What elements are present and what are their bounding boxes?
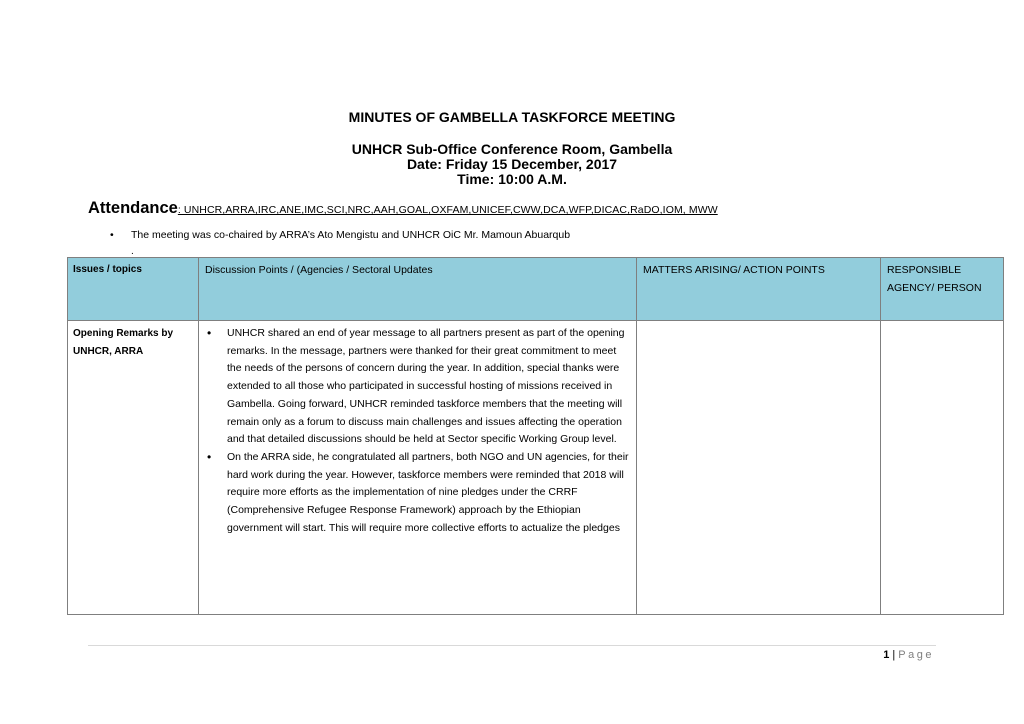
attendance-line — [88, 199, 718, 218]
header-action-points: MATTERS ARISING/ ACTION POINTS — [637, 258, 881, 321]
document-title: MINUTES OF GAMBELLA TASKFORCE MEETING — [348, 109, 676, 125]
topic-text: Opening Remarks by UNHCR, ARRA — [73, 328, 174, 357]
discussion-point: • UNHCR shared an end of year message to all partners present as part of the opening remarks. In the message, partners were thanked for their great commitment to meet the needs of the persons of concern during the year. In addition, special thanks were extended to all those who participated in successful hosting of missions received in Gambella. Going forward, UNHCR reminded taskforce members that the meeting will remain only as a forum to discuss main challenges and issues affecting the operation and that detailed discussions should be held at Sector specific Working Group level. — [199, 325, 636, 449]
header-responsible: RESPONSIBLE AGENCY/ PERSON — [881, 258, 1004, 321]
action-points-cell — [637, 321, 881, 615]
footer-divider — [88, 645, 936, 646]
header-issues-topics: Issues / topics — [68, 258, 199, 321]
meeting-venue: UNHCR Sub-Office Conference Room, Gambella — [351, 141, 673, 157]
page-number: 1 — [883, 649, 890, 661]
discussion-cell — [199, 321, 637, 615]
meeting-date: Date: Friday 15 December, 2017 — [406, 156, 618, 172]
discussion-point: • On the ARRA side, he congratulated all partners, both NGO and UN agencies, for their hard work during the year. However, taskforce members were reminded that 2018 will require more efforts as the implementation of nine pledges under the CRRF (Comprehensive Refugee Response Framework) approach by the Ethiopian government will start. This will require more collective efforts to actualize the pledges — [199, 449, 636, 538]
co-chair-text: The meeting was co-chaired by ARRA’s Ato Mengistu and UNHCR OiC Mr. Mamoun Abuarqub — [131, 229, 571, 241]
page-footer — [883, 649, 934, 661]
table-header-row — [68, 258, 1004, 321]
co-chair-note — [110, 229, 570, 241]
stray-mark: . — [131, 246, 134, 257]
meeting-time: Time: 10:00 A.M. — [457, 171, 567, 187]
attendance-list: : UNHCR,ARRA,IRC,ANE,IMC,SCI,NRC,AAH,GOAL,OXFAM,UNICEF,CWW,DCA,WFP,DICAC,RaDO,IOM, MWW — [177, 204, 718, 216]
page-label: Page — [898, 649, 934, 661]
table-row — [68, 321, 1004, 615]
attendance-label: Attendance — [88, 199, 178, 217]
page-separator: | — [889, 649, 899, 661]
minutes-table — [67, 257, 1004, 615]
responsible-cell — [881, 321, 1004, 615]
topic-cell — [68, 321, 199, 615]
bullet-icon: • — [110, 229, 114, 241]
header-discussion-points: Discussion Points / (Agencies / Sectoral Updates — [199, 258, 637, 321]
